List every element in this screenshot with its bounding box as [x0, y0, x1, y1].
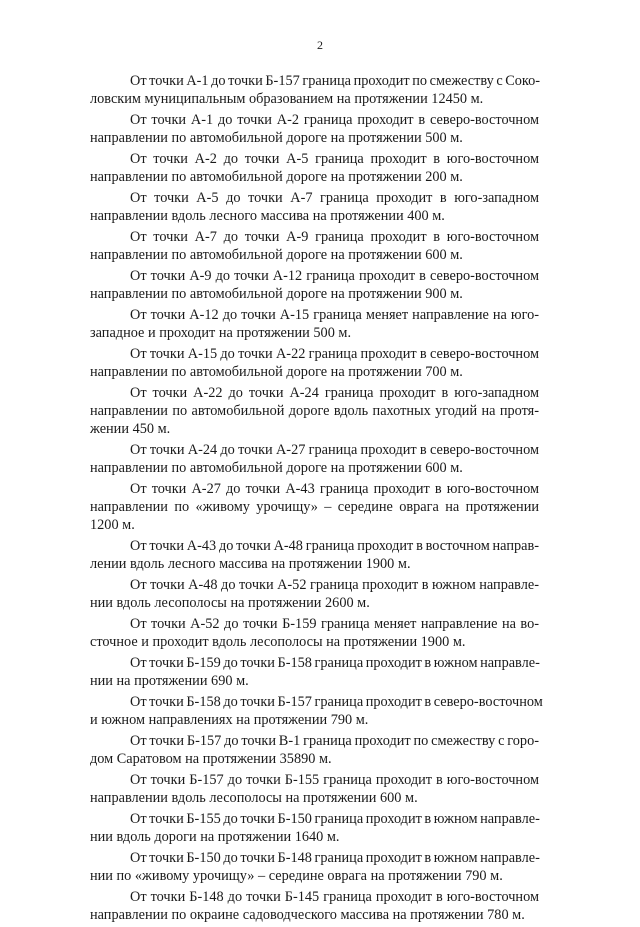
text-line: направлении по «живому урочищу» – середине оврага на протяжении — [90, 499, 539, 515]
text-line: От точки А-52 до точки Б-159 граница меняет направление на во- — [130, 616, 539, 632]
text-line: От точки Б-157 до точки Б-155 граница проходит в юго-восточном — [130, 772, 539, 788]
paragraph — [90, 537, 579, 573]
text-line: От точки А-27 до точки А-43 граница проходит в юго-восточном — [130, 481, 539, 497]
paragraph — [90, 345, 579, 381]
paragraph — [90, 306, 579, 342]
text-line: От точки А-5 до точки А-7 граница проходит в юго-западном — [130, 190, 539, 206]
text-line: От точки А-48 до точки А-52 граница проходит в южном направле- — [130, 577, 539, 593]
text-line: От точки Б-148 до точки Б-145 граница проходит в юго-восточном — [130, 889, 539, 905]
text-line: направлении вдоль лесополосы на протяжении 600 м. — [90, 790, 418, 806]
paragraph — [90, 888, 579, 924]
paragraph — [90, 480, 579, 534]
paragraph — [90, 732, 579, 768]
paragraph — [90, 849, 579, 885]
text-line: нии вдоль лесополосы на протяжении 2600 м. — [90, 595, 370, 611]
text-line: и южном направлениях на протяжении 790 м. — [90, 712, 369, 728]
text-line: направлении по автомобильной дороге на протяжении 200 м. — [90, 169, 463, 185]
paragraph — [90, 267, 579, 303]
paragraph — [90, 189, 579, 225]
text-line: направлении по автомобильной дороге на протяжении 900 м. — [90, 286, 463, 302]
text-line: От точки Б-159 до точки Б-158 граница проходит в южном направле- — [130, 655, 540, 671]
text-line: От точки А-9 до точки А-12 граница проходит в северо-восточном — [130, 268, 539, 284]
text-line: От точки Б-155 до точки Б-150 граница проходит в южном направле- — [130, 811, 540, 827]
paragraph — [90, 150, 579, 186]
paragraph — [90, 441, 579, 477]
text-line: От точки А-12 до точки А-15 граница меняет направление на юго- — [130, 307, 539, 323]
text-line: сточное и проходит вдоль лесополосы на протяжении 1900 м. — [90, 634, 466, 650]
paragraph — [90, 810, 579, 846]
paragraph — [90, 228, 579, 264]
text-line: От точки А-1 до точки А-2 граница проходит в северо-восточном — [130, 112, 539, 128]
text-line: нии по «живому урочищу» – середине оврага на протяжении 790 м. — [90, 868, 503, 884]
text-line: От точки А-15 до точки А-22 граница проходит в северо-восточном — [130, 346, 539, 362]
paragraph — [90, 576, 579, 612]
text-line: направлении по автомобильной дороге вдоль пахотных угодий на протя- — [90, 403, 539, 419]
text-line: От точки Б-157 до точки В-1 граница проходит по смежеству с горо- — [130, 733, 539, 749]
paragraph — [90, 693, 579, 729]
text-line: направлении по автомобильной дороге на протяжении 600 м. — [90, 460, 463, 476]
text-line: направлении по окраине садоводческого массива на протяжении 780 м. — [90, 907, 525, 923]
text-line: От точки А-2 до точки А-5 граница проходит в юго-восточном — [130, 151, 539, 167]
text-line: дом Саратовом на протяжении 35890 м. — [90, 751, 332, 767]
text-line: От точки А-22 до точки А-24 граница проходит в юго-западном — [130, 385, 539, 401]
text-line: От точки Б-158 до точки Б-157 граница проходит в северо-восточном — [130, 694, 543, 710]
text-line: От точки А-24 до точки А-27 граница проходит в северо-восточном — [130, 442, 539, 458]
text-line: нии на протяжении 690 м. — [90, 673, 249, 689]
document-body — [90, 72, 579, 927]
text-line: западное и проходит на протяжении 500 м. — [90, 325, 352, 341]
text-line: лении вдоль лесного массива на протяжении 1900 м. — [90, 556, 411, 572]
paragraph — [90, 771, 579, 807]
text-line: направлении по автомобильной дороге на протяжении 700 м. — [90, 364, 463, 380]
text-line: направлении по автомобильной дороге на протяжении 500 м. — [90, 130, 463, 146]
paragraph — [90, 111, 579, 147]
text-line: От точки А-1 до точки Б-157 граница проходит по смежеству с Соко- — [130, 73, 541, 89]
page-number: 2 — [317, 38, 323, 52]
paragraph — [90, 72, 579, 108]
text-line: направлении по автомобильной дороге на протяжении 600 м. — [90, 247, 463, 263]
text-line: направлении вдоль лесного массива на протяжении 400 м. — [90, 208, 445, 224]
text-line: нии вдоль дороги на протяжении 1640 м. — [90, 829, 340, 845]
text-line: 1200 м. — [90, 517, 135, 533]
text-line: От точки А-43 до точки А-48 граница проходит в восточном направ- — [130, 538, 539, 554]
text-line: ловским муниципальным образованием на протяжении 12450 м. — [90, 91, 484, 107]
text-line: жении 450 м. — [90, 421, 171, 437]
paragraph — [90, 615, 579, 651]
text-line: От точки Б-150 до точки Б-148 граница проходит в южном направле- — [130, 850, 540, 866]
paragraph — [90, 654, 579, 690]
text-line: От точки А-7 до точки А-9 граница проходит в юго-восточном — [130, 229, 539, 245]
paragraph — [90, 384, 579, 438]
